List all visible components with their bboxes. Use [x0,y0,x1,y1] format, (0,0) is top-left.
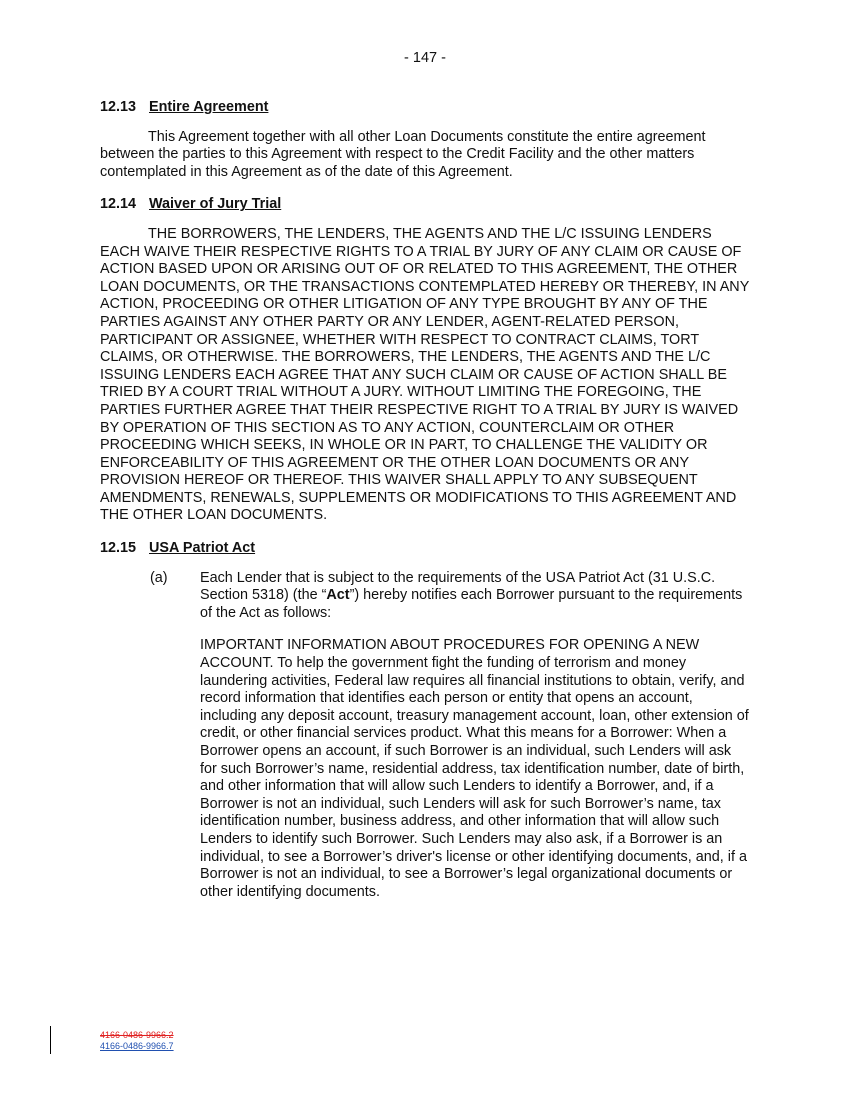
section-number: 12.15 [100,540,137,557]
subclause-text-after: ”) hereby notifies each Borrower pursuant to the requirements of the Act as follows: [200,587,743,621]
document-footer [100,1030,174,1052]
section-number: 12.14 [100,196,137,213]
subclause-label: (a) [150,569,168,586]
subclause-a [100,570,751,623]
page-number: - 147 - [404,50,446,66]
document-body [100,99,751,901]
section-heading-12-14 [100,196,751,214]
entire-agreement-paragraph: This Agreement together with all other Loan Documents constitute the entire agreement between the parties to this Agreement with respect to the Credit Facility and the other matters contemplated in this Agreement as of the date of this Agreement. [100,128,706,180]
jury-waiver-paragraph: THE BORROWERS, THE LENDERS, THE AGENTS AND THE L/C ISSUING LENDERS EACH WAIVE THEIR RESPECTIVE RIGHTS TO A TRIAL BY JURY OF ANY CLAIM OR CAUSE OF ACTION BASED UPON OR ARISING OUT OF OR RELATED TO THIS AGREEMENT, THE OTHER LOAN DOCUMENTS, OR THE TRANSACTIONS CONTEMPLATED HEREBY OR THEREBY, IN ANY ACTION, PROCEEDING OR OTHER LITIGATION OF ANY TYPE BROUGHT BY ANY OF THE PARTIES AGAINST ANY OTHER PARTY OR ANY LENDER, AGENT-RELATED PERSON, PARTICIPANT OR ASSIGNEE, WHETHER WITH RESPECT TO CONTRACT CLAIMS, TORT CLAIMS, OR OTHERWISE. THE BORROWERS, THE LENDERS, THE AGENTS AND THE L/C ISSUING LENDERS EACH AGREE THAT ANY SUCH CLAIM OR CAUSE OF ACTION SHALL BE TRIED BY A COURT TRIAL WITHOUT A JURY. WITHOUT LIMITING THE FOREGOING, THE PARTIES FURTHER AGREE THAT THEIR RESPECTIVE RIGHT TO A TRIAL BY JURY IS WAIVED BY OPERATION OF THIS SECTION AS TO ANY ACTION, COUNTERCLAIM OR OTHER PROCEEDING WHICH SEEKS, IN WHOLE OR IN PART, TO CHALLENGE THE VALIDITY OR ENFORCEABILITY OF THIS AGREEMENT OR THE OTHER LOAN DOCUMENTS OR ANY PROVISION HEREOF OR THEREOF. THIS WAIVER SHALL APPLY TO ANY SUBSEQUENT AMENDMENTS, RENEWALS, SUPPLEMENTS OR MODIFICATIONS TO THIS AGREEMENT AND THE OTHER LOAN DOCUMENTS. [100,225,750,524]
old-document-id: 4166-0486-9966.2 [100,1030,174,1040]
section-title: Waiver of Jury Trial [149,196,282,213]
section-title: USA Patriot Act [149,540,256,557]
section-title: Entire Agreement [149,99,269,115]
new-document-id: 4166-0486-9966.7 [100,1041,174,1051]
defined-term-act: Act [326,587,350,604]
section-heading-12-13 [100,99,751,117]
section-heading-12-15 [100,540,751,558]
patriot-act-notice: IMPORTANT INFORMATION ABOUT PROCEDURES FOR OPENING A NEW ACCOUNT. To help the government fight the funding of terrorism and money laundering activities, Federal law requires all financial institutions to obtain, verify, and record information that identifies each person or entity that opens an account, including any deposit account, treasury management account, loan, other extension of credit, or other financial services product. What this means for a Borrower: When a Borrower opens an account, if such Borrower is an individual, such Lenders will ask for such Borrower’s name, residential address, tax identification number, date of birth, and other information that will allow such Lenders to identify a Borrower, and, if a Borrower is not an individual, such Lenders will ask for such Borrower’s name, tax identification number, business address, and other information that will allow such Lenders to identify such Borrower. Such Lenders may also ask, if a Borrower is an individual, to see a Borrower’s driver's license or other identifying documents, and, if a Borrower is not an individual, to see a Borrower’s legal organizational documents or other identifying documents. [200,637,749,900]
subclause-text-before: Each Lender that is subject to the requirements of the USA Patriot Act (31 U.S.C. Section 5318) (the “ [200,569,716,604]
revision-bar [50,1026,51,1054]
section-number: 12.13 [100,99,137,115]
